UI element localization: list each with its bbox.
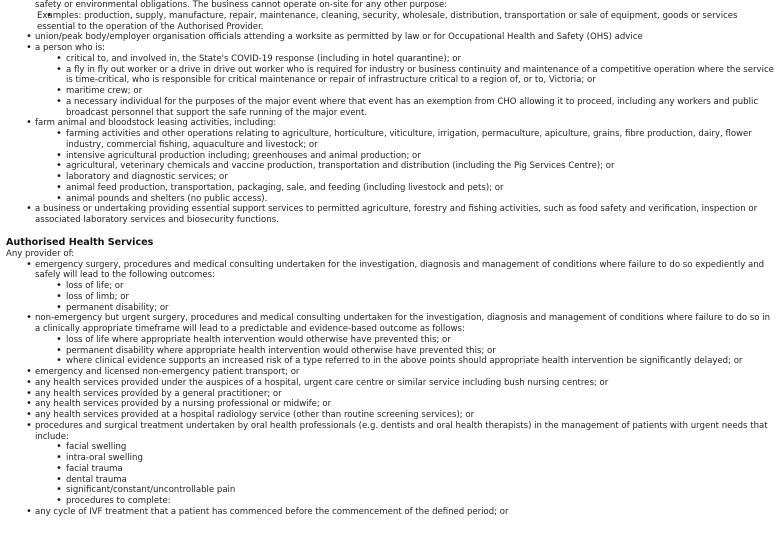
list-item: • facial swelling <box>53 442 776 453</box>
list-item: • critical to, and involved in, the State's COVID-19 response (including in hotel quarantine); or <box>53 54 776 65</box>
person-intro: a person who is: <box>35 43 106 53</box>
list-item-farm <box>6 118 776 204</box>
list-item: • intensive agricultural production including; greenhouses and animal production; or <box>53 151 776 162</box>
list-item: • loss of limb; or <box>53 292 776 303</box>
list-item: • intra-oral swelling <box>53 453 776 464</box>
oral-health-text: procedures and surgical treatment undertaken by oral health professionals (e.g. dentists and oral health therapists) in the management of patients with urgent needs that include: <box>35 420 768 442</box>
list-item-person <box>6 43 776 118</box>
list-item: • loss of life where appropriate health intervention would otherwise have prevented this; or <box>53 335 776 346</box>
list-item: • animal pounds and shelters (no public access). <box>53 194 776 205</box>
list-item: • permanent disability where appropriate health intervention would otherwise have prevented this; or <box>53 346 776 357</box>
list-item: • permanent disability; or <box>53 303 776 314</box>
list-item-non-emergency <box>6 313 776 367</box>
list-item-oral-health <box>6 421 776 507</box>
emergency-surgery-text: emergency surgery, procedures and medical consulting undertaken for the investigation, diagnosis and management of conditions where failure to do so expediently and safely will lead to the following outcomes: <box>35 259 765 281</box>
list-item-ivf: • any cycle of IVF treatment that a patient has commenced before the commencement of the defined period; or <box>6 507 776 518</box>
list-item: • maritime crew; or <box>53 86 776 97</box>
list-item: • farming activities and other operations relating to agriculture, horticulture, viticulture, irrigation, permaculture, apiculture, grains, fibre production, dairy, flower industry, commercial fishing, aquaculture and livestock; or <box>53 129 776 151</box>
permitted-workers-list <box>6 32 776 226</box>
non-emergency-text: non-emergency but urgent surgery, procedures and medical consulting undertaken for the investigation, diagnosis and management of conditions where failure to do so in a clinically appropriate timeframe will lead to a predictable and evidence-based outcome as follows: <box>35 313 771 334</box>
list-item: • agricultural, veterinary chemicals and vaccine production, transportation and distribution (including the Pig Services Centre); or <box>53 161 776 172</box>
health-services-list <box>6 260 776 518</box>
list-item-nursing: • any health services provided by a nursing professional or midwife; or <box>6 399 776 410</box>
list-item-gp: • any health services provided by a general practitioner; or <box>6 389 776 400</box>
list-item: • facial trauma <box>53 464 776 475</box>
list-item: • procedures to complete: <box>53 496 776 507</box>
list-item: • dental trauma <box>53 475 776 486</box>
list-item: • Examples: production, supply, manufacture, repair, maintenance, cleaning, security, wholesale, distribution, transportation or sale of equipment, goods or services essential to the operation of the Authorised Provider. <box>24 11 776 33</box>
list-item: • a fly in fly out worker or a drive in drive out worker who is required for industry or business continuity and maintenance of a competitive operation where the service is time-critical, who is responsible for critical maintenance or repair of infrastructure critical to a region of, or to, Victoria; or <box>53 65 776 87</box>
list-item-business-support: • a business or undertaking providing essential support services to permitted agriculture, forestry and fishing activities, such as food safety and verification, inspection or associated laboratory services and biosecurity functions. <box>6 204 776 226</box>
non-emergency-outcomes-sublist <box>35 335 776 367</box>
continued-paragraph: safety or environmental obligations. The business cannot operate on-site for any other purpose: <box>35 0 448 10</box>
list-item: • animal feed production, transportation, packaging, sale, and feeding (including livestock and pets); or <box>53 183 776 194</box>
person-sublist <box>35 54 776 119</box>
list-item: • loss of life; or <box>53 281 776 292</box>
oral-health-sublist <box>35 442 776 507</box>
farm-intro: farm animal and bloodstock leasing activities, including: <box>35 118 277 129</box>
section-intro: Any provider of: <box>6 248 75 259</box>
farm-sublist <box>35 129 776 204</box>
list-item: • a necessary individual for the purposes of the major event where that event has an exemption from CHO allowing it to proceed, including any workers and public broadcast personnel that support the safe running of the major event. <box>53 97 776 119</box>
list-item-transport: • emergency and licensed non-emergency patient transport; or <box>6 367 776 378</box>
section-heading: Authorised Health Services <box>6 236 154 248</box>
list-item: • where clinical evidence supports an increased risk of a type referred to in the above points should appropriate health intervention be significantly delayed; or <box>53 356 776 367</box>
list-item: • laboratory and diagnostic services; or <box>53 172 776 183</box>
list-item-hospital: • any health services provided under the auspices of a hospital, urgent care centre or similar service including bush nursing centres; or <box>6 378 776 389</box>
list-item: • significant/constant/uncontrollable pain <box>53 485 776 496</box>
list-item-radiology: • any health services provided at a hospital radiology service (other than routine screening services); or <box>6 410 776 421</box>
example-list <box>24 11 776 33</box>
list-item-emergency-surgery <box>6 260 776 314</box>
list-item-union: • union/peak body/employer organisation officials attending a worksite as permitted by law or for Occupational Health and Safety (OHS) advice <box>6 32 776 43</box>
emergency-outcomes-sublist <box>35 281 776 313</box>
